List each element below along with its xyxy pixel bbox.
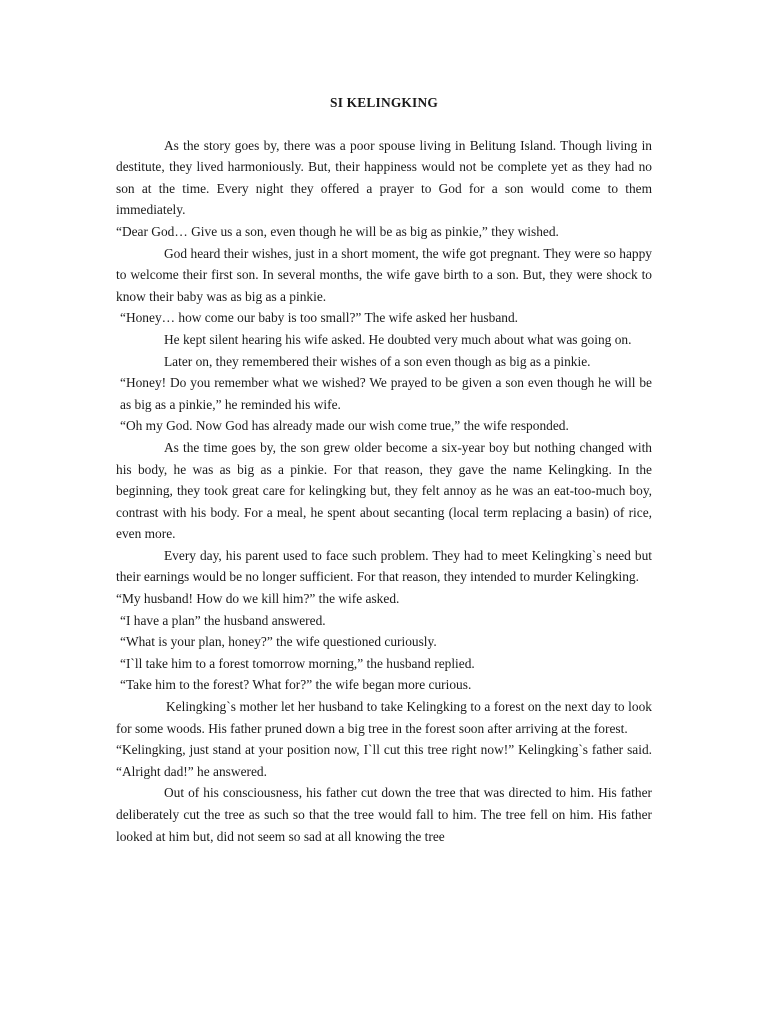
paragraph: As the story goes by, there was a poor spouse living in Belitung Island. Though living in destitute, they lived harmoniously. But, their happiness would not be complete yet as they had no son at the time. Every night they offered a prayer to God for a son would come to them immediately. <box>116 137 652 218</box>
dialogue-line: “Kelingking, just stand at your position now, I`ll cut this tree right now!” Kelingking`s father said. “Alright dad!” he answered. <box>116 742 652 779</box>
paragraph: He kept silent hearing his wife asked. He doubted very much about what was going on. <box>164 331 632 347</box>
paragraph: As the time goes by, the son grew older become a six-year boy but nothing changed with his body, he was as big as a pinkie. For that reason, they gave the name Kelingking. In the beginning, they took great care for kelingking but, they felt annoy as he was an eat-too-much boy, contrast with his body. For a meal, he spent about secanting (local term replacing a basin) of rice, even more. <box>116 439 652 542</box>
dialogue-line: “Take him to the forest? What for?” the wife began more curious. <box>120 677 472 693</box>
dialogue-line: “My husband! How do we kill him?” the wife asked. <box>116 591 400 607</box>
paragraph: Later on, they remembered their wishes of a son even though as big as a pinkie. <box>164 353 591 369</box>
document-title: SI KELINGKING <box>330 95 438 110</box>
paragraph: Every day, his parent used to face such problem. They had to meet Kelingking`s need but their earnings would be no longer sufficient. For that reason, they intended to murder Kelingking. <box>116 547 652 585</box>
dialogue-line: “What is your plan, honey?” the wife questioned curiously. <box>120 634 437 650</box>
paragraph: God heard their wishes, just in a short moment, the wife got pregnant. They were so happy to welcome their first son. In several months, the wife gave birth to a son. But, they were shock to know their baby was as big as a pinkie. <box>116 245 652 304</box>
dialogue-line: “Honey… how come our baby is too small?” The wife asked her husband. <box>120 310 519 326</box>
dialogue-line: “Dear God… Give us a son, even though he will be as big as pinkie,” they wished. <box>116 223 559 239</box>
dialogue-line: “Honey! Do you remember what we wished? We prayed to be given a son even though he will be as big as a pinkie,” he reminded his wife. <box>120 375 652 412</box>
paragraph: Kelingking`s mother let her husband to take Kelingking to a forest on the next day to look for some woods. His father pruned down a big tree in the forest soon after arriving at the forest. <box>116 699 652 736</box>
document-body <box>116 92 652 847</box>
dialogue-line: “I`ll take him to a forest tomorrow morning,” the husband replied. <box>120 655 475 671</box>
dialogue-line: “Oh my God. Now God has already made our wish come true,” the wife responded. <box>120 418 569 434</box>
paragraph: Out of his consciousness, his father cut down the tree that was directed to him. His father deliberately cut the tree as such so that the tree would fall to him. The tree fell on him. His father looked at him but, did not seem so sad at all knowing the tree <box>116 785 652 844</box>
dialogue-line: “I have a plan” the husband answered. <box>120 612 326 628</box>
